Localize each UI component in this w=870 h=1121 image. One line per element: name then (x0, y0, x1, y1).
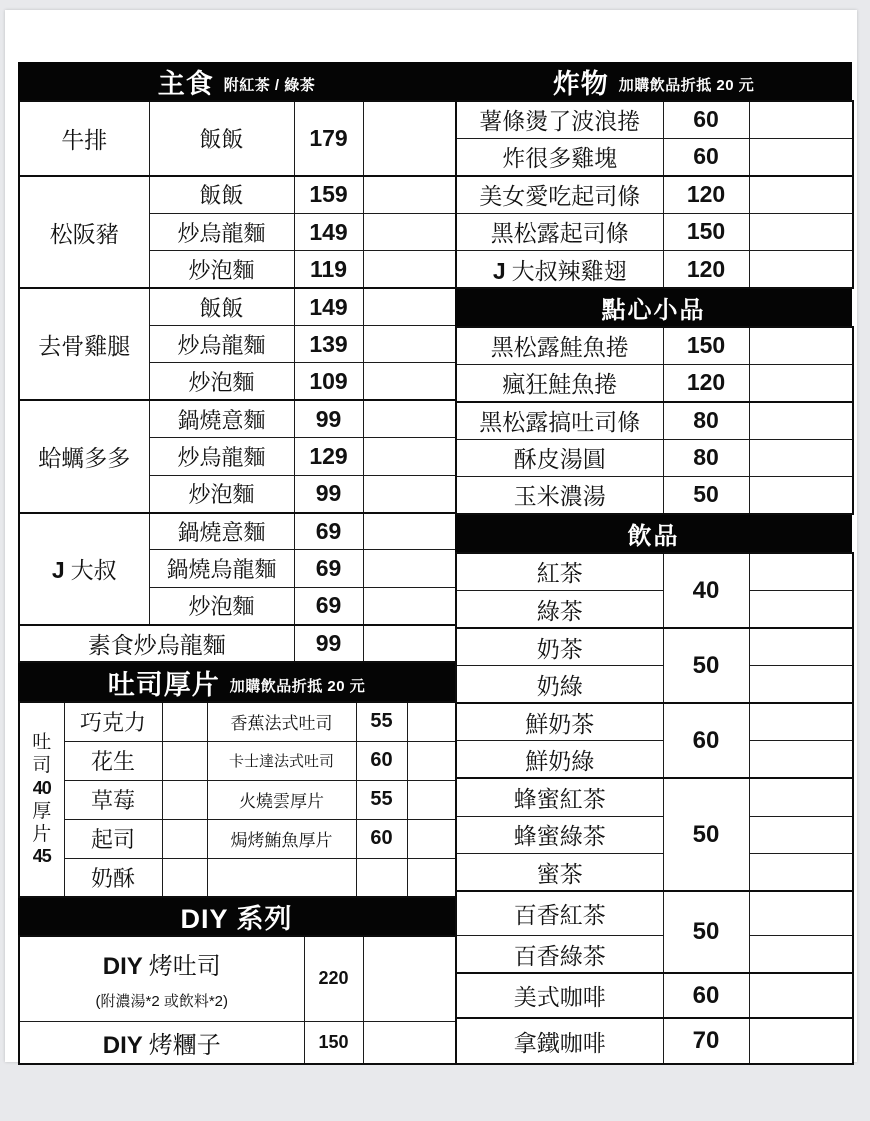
dish-price: 139 (294, 326, 363, 363)
notes-cell (749, 327, 853, 364)
notes-cell (749, 364, 853, 401)
dish-name: 黑松露起司條 (456, 213, 663, 250)
section-subtitle: 加購飲品折抵 20 元 (618, 77, 755, 94)
category-label: 蛤蠣多多 (38, 444, 131, 471)
notes-cell (363, 438, 456, 475)
toast-price: 60 (356, 819, 407, 858)
toast-name (207, 858, 356, 897)
dish-price: 99 (294, 400, 363, 437)
notes-cell (363, 176, 456, 213)
dish-name: 飯飯 (149, 288, 294, 325)
section-header-drinks (455, 515, 852, 552)
section-title: 飲品 (627, 522, 680, 550)
section-title: 主食 (157, 68, 214, 99)
notes-cell (749, 973, 853, 1018)
drink-name: 美式咖啡 (456, 973, 663, 1018)
dish-name: 炒烏龍麵 (149, 438, 294, 475)
section-title: 吐司厚片 (107, 669, 220, 700)
notes-cell (363, 550, 456, 587)
toast-table (18, 701, 457, 898)
notes-cell (363, 288, 456, 325)
dish-name: 炒泡麵 (149, 475, 294, 512)
drink-name: 鮮奶茶 (456, 703, 663, 741)
toast-flavor: 巧克力 (64, 702, 162, 741)
dish-name: J 大叔辣雞翅 (456, 251, 663, 288)
dish-name: 瘋狂鮭魚捲 (456, 364, 663, 401)
drink-price: 50 (663, 778, 749, 891)
dish-name: 素食炒烏龍麵 (19, 625, 294, 662)
notes-cell (363, 400, 456, 437)
toast-flavor: 草莓 (64, 780, 162, 819)
dish-price: 220 (304, 936, 363, 1021)
menu-table (18, 62, 857, 1065)
dish-price: 150 (304, 1021, 363, 1064)
category-label: 去骨雞腿 (38, 332, 131, 359)
notes-cell (407, 819, 456, 858)
right-column (455, 62, 852, 1065)
notes-cell (162, 819, 207, 858)
notes-cell (363, 513, 456, 550)
dish-name: 炒泡麵 (149, 251, 294, 288)
menu-page (5, 10, 857, 1062)
drink-name: 紅茶 (456, 553, 663, 591)
notes-cell (162, 741, 207, 780)
drink-name: 鮮奶綠 (456, 741, 663, 779)
section-subtitle: 附紅茶 / 綠茶 (223, 77, 316, 94)
dish-name: 鍋燒烏龍麵 (149, 550, 294, 587)
dish-name: 黑松露搞吐司條 (456, 402, 663, 439)
drink-name: 奶茶 (456, 628, 663, 666)
notes-cell (407, 702, 456, 741)
category-cell (19, 513, 149, 625)
diy-note: (附濃湯*2 或飲料*2) (95, 993, 229, 1011)
dish-price: 120 (663, 176, 749, 213)
notes-cell (363, 326, 456, 363)
dish-price: 80 (663, 402, 749, 439)
section-header-snacks (455, 289, 852, 326)
notes-cell (749, 666, 853, 704)
diy-latin: DIY (102, 1031, 143, 1059)
notes-cell (363, 101, 456, 176)
toast-name: 焗烤鮪魚厚片 (207, 819, 356, 858)
dish-price: 119 (294, 251, 363, 288)
section-header-main (18, 62, 455, 100)
section-header-toast (18, 663, 455, 701)
dish-price: 159 (294, 176, 363, 213)
notes-cell (363, 587, 456, 624)
dish-price: 69 (294, 550, 363, 587)
dish-price: 120 (663, 251, 749, 288)
notes-cell (749, 703, 853, 741)
dish-name (19, 936, 304, 1021)
notes-cell (749, 854, 853, 892)
left-column (18, 62, 455, 1065)
dish-price: 69 (294, 513, 363, 550)
notes-cell (749, 816, 853, 854)
notes-cell (407, 741, 456, 780)
drink-name: 蜂蜜紅茶 (456, 778, 663, 816)
dish-latin: J (492, 257, 506, 284)
dish-name: 薯條燙了波浪捲 (456, 101, 663, 138)
notes-cell (363, 213, 456, 250)
notes-cell (749, 251, 853, 288)
notes-cell (162, 858, 207, 897)
dish-price: 149 (294, 213, 363, 250)
notes-cell (749, 138, 853, 175)
toast-side-label: 吐 司 40 厚 片 45 (19, 702, 64, 897)
dish-price: 99 (294, 625, 363, 662)
notes-cell (749, 741, 853, 779)
dish-name: 鍋燒意麵 (149, 513, 294, 550)
dish-name: 飯飯 (149, 101, 294, 176)
notes-cell (363, 1021, 456, 1064)
notes-cell (749, 101, 853, 138)
dish-price: 60 (663, 101, 749, 138)
diy-label: 烤糰子 (148, 1031, 221, 1059)
dish-name: 飯飯 (149, 176, 294, 213)
section-title: 炸物 (552, 68, 609, 99)
notes-cell (407, 858, 456, 897)
dish-price: 109 (294, 363, 363, 400)
notes-cell (407, 780, 456, 819)
drink-name: 蜜茶 (456, 854, 663, 892)
section-header-diy (18, 898, 455, 935)
dish-name: 炸很多雞塊 (456, 138, 663, 175)
drink-name: 蜂蜜綠茶 (456, 816, 663, 854)
dish-name: 炒烏龍麵 (149, 213, 294, 250)
dish-name: 黑松露鮭魚捲 (456, 327, 663, 364)
dish-price: 69 (294, 587, 363, 624)
section-subtitle: 加購飲品折抵 20 元 (229, 678, 366, 696)
dish-price: 120 (663, 364, 749, 401)
snacks-table (455, 326, 854, 515)
toast-price: 55 (356, 780, 407, 819)
dish-name: 酥皮湯圓 (456, 439, 663, 476)
notes-cell (749, 176, 853, 213)
toast-flavor: 起司 (64, 819, 162, 858)
section-title: DIY 系列 (180, 904, 293, 935)
drink-name: 奶綠 (456, 666, 663, 704)
dish-price: 50 (663, 477, 749, 514)
dish-name: 炒烏龍麵 (149, 326, 294, 363)
drink-price: 40 (663, 553, 749, 628)
dish-price: 99 (294, 475, 363, 512)
diy-latin: DIY (102, 953, 143, 981)
toast-name: 卡士達法式吐司 (207, 741, 356, 780)
notes-cell (162, 780, 207, 819)
toast-flavor: 奶酥 (64, 858, 162, 897)
dish-price: 149 (294, 288, 363, 325)
notes-cell (363, 625, 456, 662)
diy-label: 烤吐司 (148, 953, 221, 981)
notes-cell (162, 702, 207, 741)
drink-price: 50 (663, 891, 749, 973)
notes-cell (749, 891, 853, 935)
dish-name: 炒泡麵 (149, 587, 294, 624)
notes-cell (749, 591, 853, 629)
notes-cell (749, 553, 853, 591)
drinks-table (455, 552, 854, 1065)
drink-price: 50 (663, 628, 749, 703)
category-cell (19, 101, 149, 176)
toast-price (356, 858, 407, 897)
notes-cell (363, 251, 456, 288)
toast-price: 55 (356, 702, 407, 741)
drink-name: 百香紅茶 (456, 891, 663, 935)
section-header-fried (455, 62, 852, 100)
drink-name: 百香綠茶 (456, 935, 663, 973)
dish-price: 150 (663, 327, 749, 364)
drink-name: 拿鐵咖啡 (456, 1018, 663, 1064)
toast-price: 60 (356, 741, 407, 780)
notes-cell (363, 936, 456, 1021)
drink-price: 70 (663, 1018, 749, 1064)
dish-price: 80 (663, 439, 749, 476)
dish-name (19, 1021, 304, 1064)
dish-name: 玉米濃湯 (456, 477, 663, 514)
dish-name: 鍋燒意麵 (149, 400, 294, 437)
category-cell (19, 288, 149, 400)
notes-cell (749, 477, 853, 514)
drink-price: 60 (663, 973, 749, 1018)
category-cell (19, 176, 149, 288)
dish-price: 179 (294, 101, 363, 176)
dish-price: 129 (294, 438, 363, 475)
category-label: 大叔 (70, 557, 117, 584)
dish-name: 美女愛吃起司條 (456, 176, 663, 213)
notes-cell (363, 475, 456, 512)
dish-price: 150 (663, 213, 749, 250)
notes-cell (749, 778, 853, 816)
drink-name: 綠茶 (456, 591, 663, 629)
notes-cell (363, 363, 456, 400)
notes-cell (749, 935, 853, 973)
notes-cell (749, 1018, 853, 1064)
notes-cell (749, 402, 853, 439)
dish-name: 炒泡麵 (149, 363, 294, 400)
toast-name: 火燒雲厚片 (207, 780, 356, 819)
category-label: 牛排 (61, 127, 108, 153)
fried-table (455, 100, 854, 289)
toast-name: 香蕉法式吐司 (207, 702, 356, 741)
toast-flavor: 花生 (64, 741, 162, 780)
diy-table (18, 935, 457, 1065)
drink-price: 60 (663, 703, 749, 778)
notes-cell (749, 439, 853, 476)
dish-price: 60 (663, 138, 749, 175)
notes-cell (749, 628, 853, 666)
main-dishes-table (18, 100, 457, 663)
category-cell (19, 400, 149, 512)
category-latin: J (51, 557, 65, 584)
notes-cell (749, 213, 853, 250)
category-label: 松阪豬 (49, 220, 119, 247)
section-title: 點心小品 (601, 296, 706, 324)
